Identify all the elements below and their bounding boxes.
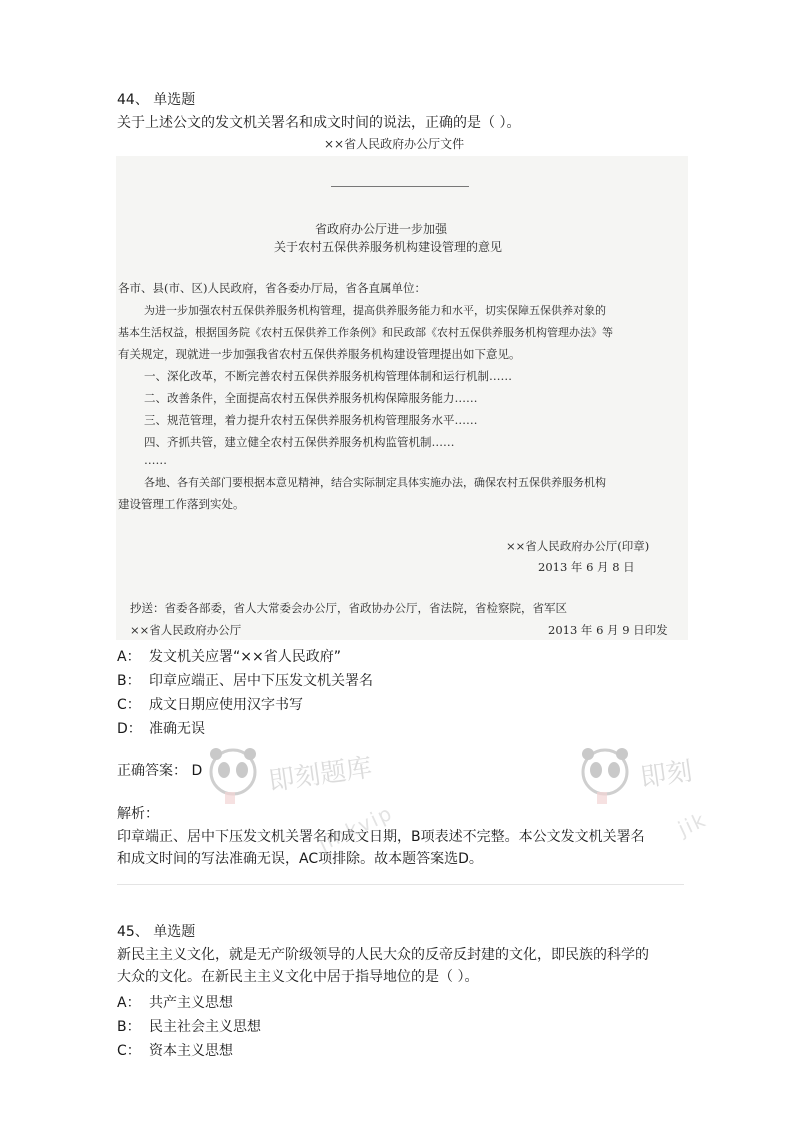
analysis-label: 解析： <box>117 806 159 822</box>
correct-answer: 正确答案： D <box>117 763 203 779</box>
question-45-header: 45、 单选题 <box>117 924 196 940</box>
analysis-text <box>117 826 687 870</box>
doc-body-line2: 基本生活权益，根据国务院《农村五保供养工作条例》和民政部《农村五保供养服务机构管理办法》等 <box>118 326 613 339</box>
analysis-line-1: 印章端正、居中下压发文机关署名和成文日期，B项表述不完整。本公文发文机关署名 <box>117 829 645 845</box>
doc-print-date: 2013 年 6 月 9 日印发 <box>548 623 668 637</box>
option-d: D： 准确无误 <box>117 721 205 737</box>
option-c: C： 成文日期应使用汉字书写 <box>117 697 303 713</box>
doc-closing-line2: 建设管理工作落到实处。 <box>118 497 245 511</box>
watermark-url-right: jik <box>674 807 711 841</box>
watermark-url-left: jinkvip <box>314 800 397 856</box>
option-a: A： 发文机关应署“××省人民政府” <box>117 649 341 665</box>
watermark-right <box>578 742 711 841</box>
doc-closing-line1: 各地、各有关部门要根据本意见精神，结合实际制定具体实施办法，确保农村五保供养服务机构 <box>144 476 606 489</box>
question-45-stem-line-1: 新民主主义文化，就是无产阶级领导的人民大众的反帝反封建的文化，即民族的科学的 <box>117 947 649 963</box>
question-44-stem: 关于上述公文的发文机关署名和成文时间的说法，正确的是（ ）。 <box>117 115 521 131</box>
doc-item-1: 一、深化改革，不断完善农村五保供养服务机构管理体制和运行机制…… <box>144 369 512 383</box>
doc-divider <box>331 186 469 187</box>
doc-date: 2013 年 6 月 8 日 <box>538 560 635 574</box>
doc-signature: ××省人民政府办公厅(印章) <box>506 539 650 553</box>
official-document-image <box>116 137 688 640</box>
doc-item-2: 二、改善条件，全面提高农村五保供养服务机构保障服务能力…… <box>144 391 478 405</box>
question-45-stem <box>117 944 687 988</box>
analysis-line-2: 和成文时间的写法准确无误，AC项排除。故本题答案选D。 <box>117 851 483 867</box>
q45-option-b: B： 民主社会主义思想 <box>117 1019 261 1035</box>
doc-item-3: 三、规范管理，着力提升农村五保供养服务机构管理服务水平…… <box>144 413 478 427</box>
question-45-stem-line-2: 大众的文化。在新民主主义文化中居于指导地位的是（ ）。 <box>117 969 479 985</box>
doc-item-4: 四、齐抓共管，建立健全农村五保供养服务机构监管机制…… <box>144 435 455 449</box>
doc-cc: 抄送：省委各部委，省人大常委会办公厅，省政协办公厅，省法院，省检察院，省军区 <box>130 601 567 615</box>
q45-option-c: C： 资本主义思想 <box>117 1043 233 1059</box>
doc-recipients: 各市、县(市、区)人民政府，省各委办厅局，省各直属单位： <box>118 281 426 295</box>
doc-body-line1: 为进一步加强农村五保供养服务机构管理，提高供养服务能力和水平，切实保障五保供养对象的 <box>144 304 606 317</box>
doc-title-line2: 关于农村五保供养服务机构建设管理的意见 <box>274 240 503 254</box>
watermark-text-right: 即刻 <box>638 756 695 794</box>
doc-body-line3: 有关规定，现就进一步加强我省农村五保供养服务机构建设管理提出如下意见。 <box>118 347 521 361</box>
question-divider <box>117 884 684 885</box>
watermark-left <box>206 742 397 856</box>
doc-org-header: ××省人民政府办公厅文件 <box>324 137 465 151</box>
doc-issuer: ××省人民政府办公厅 <box>130 623 242 637</box>
q45-option-a: A： 共产主义思想 <box>117 995 233 1011</box>
question-44-header: 44、 单选题 <box>117 92 196 108</box>
doc-title-line1: 省政府办公厅进一步加强 <box>315 222 448 236</box>
panda-icon <box>206 742 260 806</box>
answer-value: D <box>191 763 203 779</box>
watermark-text-left: 即刻题库 <box>266 752 374 798</box>
option-b: B： 印章应端正、居中下压发文机关署名 <box>117 673 373 689</box>
panda-icon <box>578 742 632 806</box>
doc-ellipsis: …… <box>144 453 167 467</box>
